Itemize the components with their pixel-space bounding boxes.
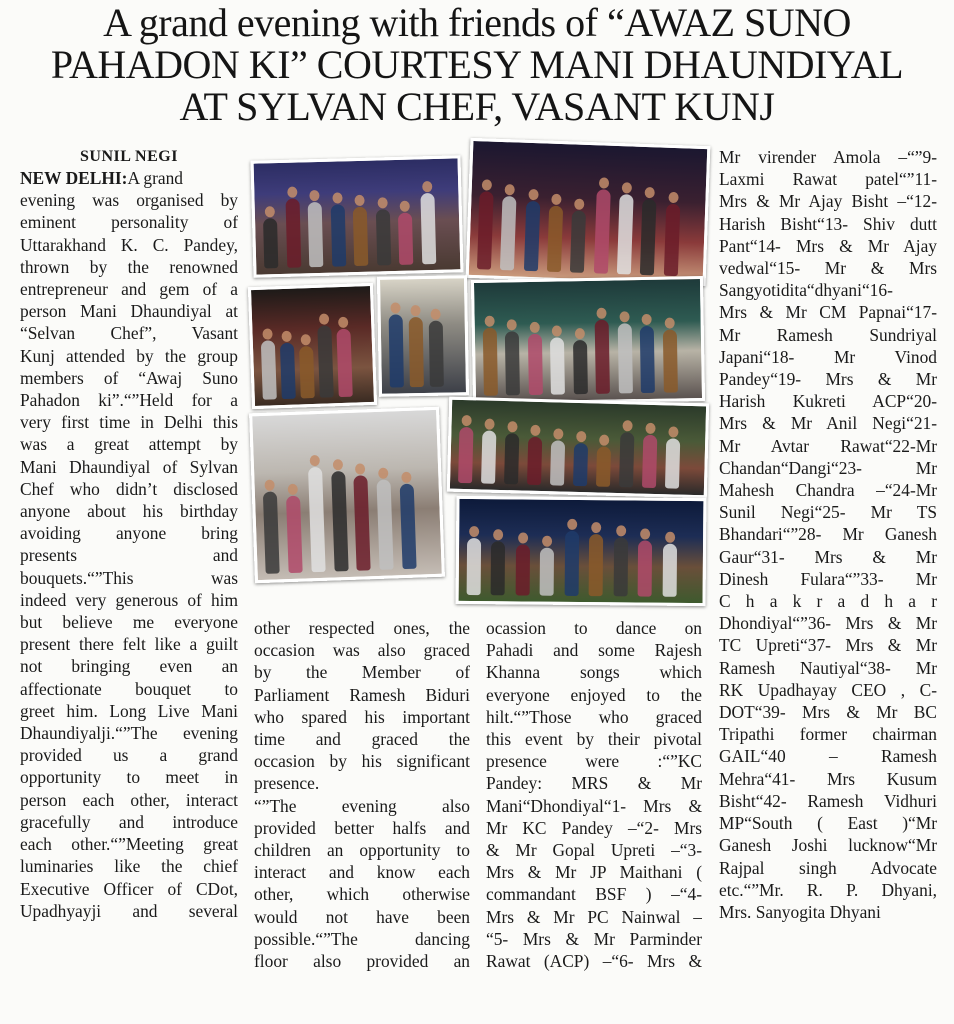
article-text-line: Mr Ramesh Sundriyal <box>719 324 937 345</box>
person-silhouette <box>500 196 517 270</box>
person-silhouette <box>261 340 277 399</box>
person-silhouette <box>617 323 632 393</box>
article-text-line: who spared his important <box>254 706 470 727</box>
article-text-line: provided better halfs and <box>254 817 470 838</box>
article-text-line: Mr KC Pandey –“2- Mrs <box>486 817 702 838</box>
dateline: NEW DELHI: <box>20 168 128 188</box>
person-silhouette <box>336 329 352 397</box>
person-silhouette <box>504 433 519 484</box>
article-text-line: but believe me everyone <box>20 612 238 633</box>
person-silhouette <box>477 191 494 269</box>
article-text-line: RK Upadhayay CEO , C- <box>719 679 937 700</box>
person-silhouette <box>550 337 565 394</box>
person-silhouette <box>595 320 610 394</box>
article-column-4 <box>719 146 937 923</box>
article-text-line: etc.“”Mr. R. P. Dhyani, <box>719 879 937 900</box>
person-silhouette <box>285 199 301 268</box>
article-text-line: Khanna songs which <box>486 662 702 683</box>
article-text-line: occasion was also graced <box>254 640 470 661</box>
article-text-line: Laxmi Rawat patel“”11- <box>719 169 937 190</box>
article-text-line: person Mani Dhaundiyal at <box>20 301 238 322</box>
article-text-line: commandant BSF ) –“4- <box>486 884 702 905</box>
article-text-line: MP“South ( East )“Mr <box>719 813 937 834</box>
article-text-line: floor also provided an <box>254 951 470 972</box>
article-text-line: Uttarakhand K. C. Pandey, <box>20 234 238 255</box>
article-text-line: avoiding anyone bring <box>20 523 238 544</box>
article-text-line: Upadhyayji and several <box>20 900 238 921</box>
person-silhouette <box>398 213 413 265</box>
article-text-line: Bisht“42- Ramesh Vidhuri <box>719 790 937 811</box>
article-text-line: by the Member of <box>254 662 470 683</box>
article-text-line: presence. <box>254 773 320 794</box>
article-text-line: everyone enjoyed to the <box>486 684 702 705</box>
person-silhouette <box>458 427 473 483</box>
article-text-line: Ganesh Joshi lucknow“Mr <box>719 835 937 856</box>
article-text-line: Sunil Negi“25- Mr TS <box>719 502 937 523</box>
article-text-line: Harish Kukreti ACP“20- <box>719 391 937 412</box>
article-text-line: Mrs & Mr Anil Negi“21- <box>719 413 937 434</box>
person-silhouette <box>491 541 505 595</box>
event-photo-dinner-table <box>466 138 711 286</box>
article-text-line: Pahadi and some Rajesh <box>486 640 702 661</box>
person-silhouette <box>613 537 628 596</box>
article-text-line: person each other, interact <box>20 789 238 810</box>
event-photo-group-1 <box>251 155 464 277</box>
article-text-line: Chef who didn’t disclosed <box>20 478 238 499</box>
article-text-line: Gaur“31- Mrs & Mr <box>719 546 937 567</box>
person-silhouette <box>308 467 326 572</box>
article-text-line: C h a k r a d h a r <box>719 591 937 612</box>
person-silhouette <box>619 432 634 487</box>
person-silhouette <box>505 331 520 395</box>
person-silhouette <box>540 548 554 596</box>
article-text-line: Pandey: MRS & Mr <box>486 773 702 794</box>
person-silhouette <box>354 475 371 570</box>
article-text-line: Kunj attended by the group <box>20 345 238 366</box>
article-text-line: Ramesh Nautiyal“38- Mr <box>719 657 937 678</box>
article-text-line: “5- Mrs & Mr Parminder <box>486 928 702 949</box>
person-silhouette <box>594 189 611 273</box>
article-text-line: GAIL“40 – Ramesh <box>719 746 937 767</box>
article-text-line: Pahadon ki”.“”Held for a <box>20 390 238 411</box>
article-text-line: anyone about his birthday <box>20 501 238 522</box>
article-text-line: Mani“Dhondiyal“1- Mrs & <box>486 795 702 816</box>
article-text-line: vedwal“15- Mr & Mrs <box>719 258 937 279</box>
person-silhouette <box>330 204 346 266</box>
article-text-line: children an opportunity to <box>254 840 470 861</box>
article-text-line: presence were :“”KC <box>486 751 702 772</box>
article-text-line: Tripathi former chairman <box>719 724 937 745</box>
person-silhouette <box>564 531 579 596</box>
article-text-line: present there felt like a guilt <box>20 634 238 655</box>
article-text-line: affectionate bouquet to <box>20 678 238 699</box>
article-column-1 <box>20 147 238 922</box>
person-silhouette <box>665 438 680 488</box>
article-column-3 <box>486 617 702 972</box>
article-text-line: presents and <box>20 545 238 566</box>
person-silhouette <box>570 210 586 272</box>
article-text-line: evening was organised by <box>20 190 238 211</box>
person-silhouette <box>375 209 390 265</box>
article-text-line: Mehra“41- Mrs Kusum <box>719 768 937 789</box>
photo-collage <box>240 140 715 610</box>
article-text-line: Mrs & Mr CM Papnai“17- <box>719 302 937 323</box>
article-text-line: members of “Awaj Suno <box>20 367 238 388</box>
article-text-line: entrepreneur and gem of a <box>20 279 238 300</box>
person-silhouette <box>638 540 652 596</box>
article-text-line: bouquets.“”This was <box>20 567 238 588</box>
person-silhouette <box>617 194 634 274</box>
article-text-line: Mahesh Chandra –“24-Mr <box>719 480 937 501</box>
person-silhouette <box>467 538 481 595</box>
person-silhouette <box>573 340 588 394</box>
article-text-line: occasion by his significant <box>254 751 470 772</box>
article-text-line: Mrs & Mr PC Nainwal – <box>486 906 702 927</box>
article-text-line: thrown by the renowned <box>20 256 238 277</box>
event-photo-guests-standing <box>249 407 445 584</box>
person-silhouette <box>640 326 655 393</box>
person-silhouette <box>528 334 543 395</box>
article-text-line: Executive Officer of CDot, <box>20 878 238 899</box>
person-silhouette <box>429 321 444 387</box>
article-text-line: luminaries like the chief <box>20 856 238 877</box>
byline: SUNIL NEGI <box>80 148 178 165</box>
article-text-line: Bhandari“”28- Mr Ganesh <box>719 524 937 545</box>
person-silhouette <box>389 314 404 387</box>
article-text-line: Mani Dhaundiyal of Sylvan <box>20 456 238 477</box>
article-text-line: Mrs & Mr Ajay Bisht –“12- <box>719 191 937 212</box>
article-text-line: Pandey“19- Mrs & Mr <box>719 369 937 390</box>
person-silhouette <box>308 202 324 267</box>
article-text-line: Mrs. Sanyogita Dhyani <box>719 901 881 922</box>
article-text-line: each other.“”Meeting great <box>20 834 238 855</box>
article-text-line: Harish Bisht“13- Shiv dutt <box>719 213 937 234</box>
article-text-line: hilt.“”Those who graced <box>486 706 702 727</box>
person-silhouette <box>596 446 611 486</box>
lead-in-text: A grand <box>127 168 183 188</box>
article-text-line: other, which otherwise <box>254 884 470 905</box>
article-text-line: Pant“14- Mrs & Mr Ajay <box>719 235 937 256</box>
headline-line-2: PAHADON KI” COURTESY MANI DHAUNDIYAL <box>50 42 904 87</box>
article-text-line: very first time in Delhi this <box>20 412 238 433</box>
article-text-line: time and graced the <box>254 729 470 750</box>
article-text-line: Sangyotidita“dhyani“16- <box>719 280 893 301</box>
article-text-line: other respected ones, the <box>254 618 470 638</box>
article-text-line: DOT“39- Mrs & Mr BC <box>719 702 937 723</box>
person-silhouette <box>640 199 657 275</box>
event-photo-group-3 <box>377 275 469 397</box>
person-silhouette <box>299 346 315 398</box>
article-text-line: Parliament Ramesh Biduri <box>254 684 470 705</box>
person-silhouette <box>662 544 676 597</box>
headline <box>0 2 954 128</box>
article-text-line: Dhondiyal“”36- Mrs & Mr <box>719 613 937 634</box>
article-text-line: would not have been <box>254 906 470 927</box>
person-silhouette <box>481 430 496 483</box>
event-photo-dance-floor <box>456 496 707 606</box>
article-text-line: was a great attempt by <box>20 434 238 455</box>
dateline-line <box>20 167 238 189</box>
person-silhouette <box>527 437 542 485</box>
article-text-line: Mr virender Amola –“”9- <box>719 147 937 167</box>
article-text-line: indeed very generous of him <box>20 589 238 610</box>
article-text-line: Mrs & Mr JP Maithani ( <box>486 862 702 883</box>
person-silhouette <box>377 479 394 569</box>
article-column-2 <box>254 617 470 972</box>
article-text-line: possible.“”The dancing <box>254 928 470 949</box>
article-text-line: this event by their pivotal <box>486 729 702 750</box>
person-silhouette <box>483 328 498 396</box>
person-silhouette <box>280 343 296 399</box>
article-text-line: eminent personality of <box>20 212 238 233</box>
person-silhouette <box>263 491 280 573</box>
article-text-line: Rawat (ACP) –“6- Mrs & <box>486 951 702 972</box>
article-text-line: TC Upreti“37- Mrs & Mr <box>719 635 937 656</box>
article-text-line: greet him. Long Live Mani <box>20 700 238 721</box>
person-silhouette <box>409 317 424 387</box>
headline-line-1: A grand evening with friends of “AWAZ SUNO <box>103 0 851 45</box>
article-text-line: provided us a grand <box>20 745 238 766</box>
person-silhouette <box>286 496 303 573</box>
person-silhouette <box>550 440 565 485</box>
person-silhouette <box>420 193 436 264</box>
article-text-line: Mr Avtar Rawat“22-Mr <box>719 435 937 456</box>
article-text-line: “Selvan Chef”, Vasant <box>20 323 238 344</box>
article-text-line: & Mr Gopal Upreti –“3- <box>486 840 702 861</box>
person-silhouette <box>353 207 369 266</box>
article-text-line: Dinesh Fulara“”33- Mr <box>719 568 937 589</box>
article-text-line: ocassion to dance on <box>486 618 702 638</box>
event-photo-group-2 <box>248 283 377 409</box>
event-photo-group-5 <box>447 397 709 499</box>
person-silhouette <box>663 204 680 276</box>
article-text-line: Rajpal singh Advocate <box>719 857 937 878</box>
article-text-line: “”The evening also <box>254 795 470 816</box>
person-silhouette <box>573 443 588 486</box>
person-silhouette <box>331 471 348 571</box>
headline-line-3: AT SYLVAN CHEF, VASANT KUNJ <box>179 84 775 129</box>
person-silhouette <box>642 435 657 488</box>
article-text-line: Japani“18- Mr Vinod <box>719 346 937 367</box>
person-silhouette <box>547 206 563 272</box>
article-text-line: interact and know each <box>254 862 470 883</box>
person-silhouette <box>662 329 677 392</box>
event-photo-group-4 <box>471 276 705 405</box>
person-silhouette <box>589 534 604 596</box>
person-silhouette <box>400 484 417 569</box>
person-silhouette <box>524 201 540 271</box>
article-text-line: Chandan“Dangi“23- Mr <box>719 457 937 478</box>
article-text-line: not bringing even an <box>20 656 238 677</box>
person-silhouette <box>317 325 334 397</box>
person-silhouette <box>263 218 278 268</box>
person-silhouette <box>515 544 529 595</box>
article-text-line: Dhaundiyalji.“”The evening <box>20 723 238 744</box>
article-text-line: opportunity to meet in <box>20 767 238 788</box>
article-text-line: gracefully and introduce <box>20 811 238 832</box>
